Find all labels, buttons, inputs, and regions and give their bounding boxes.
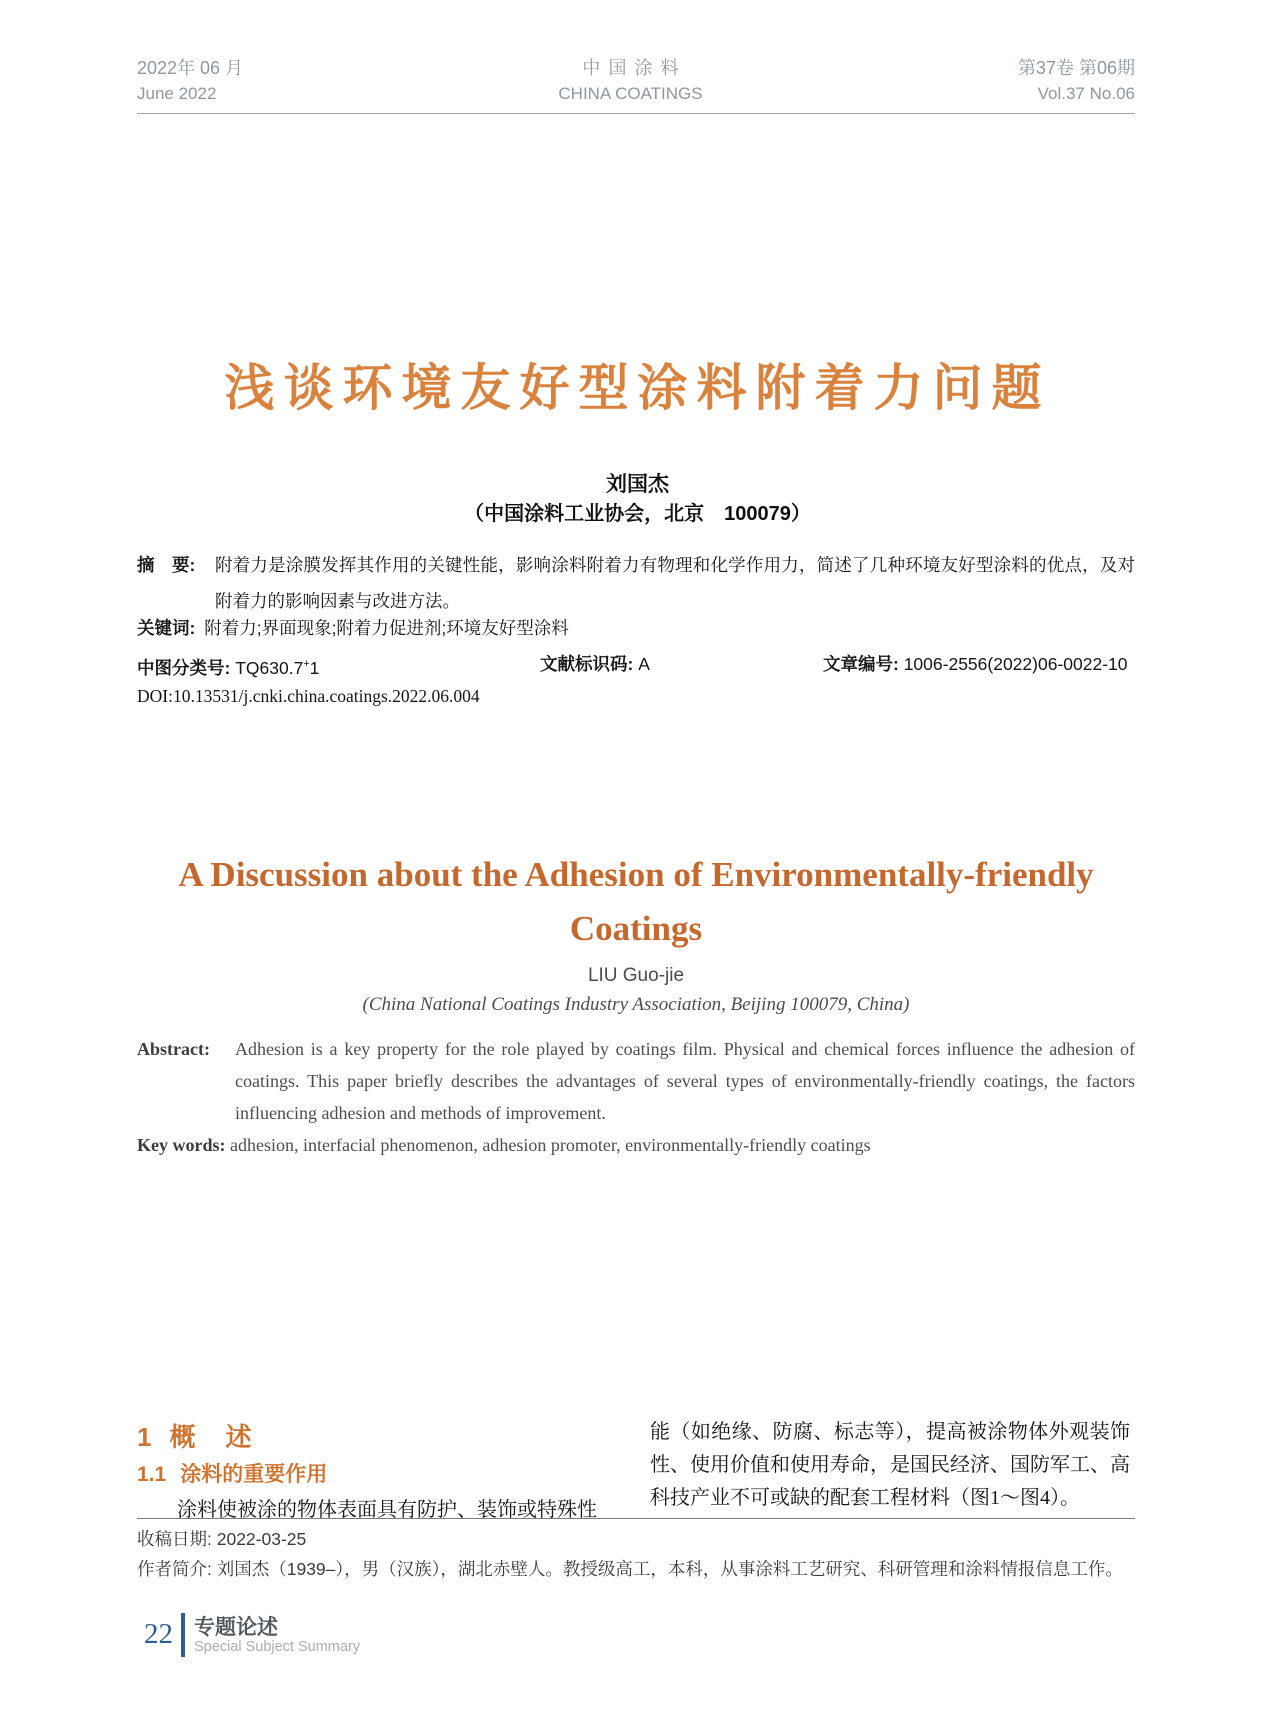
abstract-label-en: Abstract: [137, 1039, 210, 1059]
classification-row [137, 649, 1135, 679]
clc-tail: 1 [309, 657, 320, 678]
article-affiliation-cn: （中国涂料工业协会，北京 100079） [464, 503, 811, 525]
header-date-cn: 2022年 06 月 [137, 58, 244, 78]
clc-number [137, 649, 319, 683]
clc-label: 中图分类号: [137, 657, 236, 678]
article-meta-cn [137, 547, 1135, 709]
body-paragraph-right: 能（如绝缘、防腐、标志等），提高被涂物体外观装饰性、使用价值和使用寿命，是国民经济、国防军工、高科技产业不可或缺的配套工程材料（图1～图4）。 [650, 1421, 1130, 1509]
keywords-text-en: adhesion, interfacial phenomenon, adhesion promoter, environmentally-friendly coatings [230, 1135, 871, 1155]
body-right-column [650, 1416, 1130, 1515]
footer-divider-bar [181, 1613, 185, 1657]
article-title-cn: 浅谈环境友好型涂料附着力问题 [224, 360, 1051, 416]
received-date-label: 收稿日期: [137, 1529, 217, 1549]
journal-header [137, 56, 1135, 114]
article-id [823, 649, 1128, 679]
article-meta-en [137, 848, 1135, 1161]
section-1-title: 概 述 [169, 1422, 254, 1452]
document-code-label: 文献标识码: [540, 654, 639, 674]
section-1-1-title: 涂料的重要作用 [180, 1463, 328, 1486]
header-issue-cn: 第37卷 第06期 [1017, 58, 1135, 78]
abstract-en-block [137, 1033, 1135, 1161]
author-bio-value: 刘国杰（1939–），男（汉族），湖北赤壁人。教授级高工，本科，从事涂料工艺研究、科研管理和涂料情报信息工作。 [216, 1559, 1123, 1579]
article-author-cn: 刘国杰 [606, 473, 669, 496]
footer-column-title-en: Special Subject Summary [194, 1639, 361, 1655]
header-date-en: June 2022 [137, 84, 217, 103]
abstract-label-cn: 摘 要: [137, 555, 196, 575]
article-title-en-line2: Coatings [569, 909, 703, 948]
footnote [137, 1524, 1135, 1584]
article-title-en [137, 848, 1135, 956]
abstract-text-en: Adhesion is a key property for the role played by coatings film. Physical and chemical forces influence the adhesion of coatings. This paper briefly describes the advantages of several types of environmentally-friendly coatings, the factors influencing adhesion and methods of improvement. [235, 1039, 1135, 1123]
article-affiliation-en: (China National Coatings Industry Association, Beijing 100079, China) [362, 994, 910, 1015]
clc-value: TQ630.7 [235, 657, 304, 678]
abstract-cn [137, 547, 1135, 619]
article-id-value: 1006-2556(2022)06-0022-10 [903, 654, 1128, 674]
header-issue-en: Vol.37 No.06 [1037, 84, 1135, 103]
abstract-en [137, 1033, 1135, 1129]
clc-superscript: + [303, 658, 310, 670]
header-date [137, 56, 243, 106]
article-id-label: 文章编号: [823, 654, 904, 674]
abstract-text-cn: 附着力是涂膜发挥其作用的关键性能，影响涂料附着力有物理和化学作用力，简述了几种环境友好型涂料的优点，及对附着力的影响因素与改进方法。 [215, 555, 1135, 611]
keywords-en [137, 1129, 1135, 1161]
article-author-en: LIU Guo-jie [587, 965, 685, 986]
keywords-label-en: Key words: [137, 1135, 226, 1155]
keywords-text-cn: 附着力;界面现象;附着力促进剂;环境友好型涂料 [204, 618, 569, 638]
section-1-number: 1 [137, 1422, 152, 1452]
document-code-value: A [638, 654, 650, 674]
header-journal-cn: 中国涂料 [582, 58, 687, 78]
author-bio-line [137, 1554, 1135, 1584]
author-bio-label: 作者简介: [137, 1559, 217, 1579]
section-1-heading [137, 1420, 599, 1454]
document-code [540, 649, 650, 679]
received-date-line [137, 1524, 1135, 1554]
footer-column-title-cn: 专题论述 [194, 1616, 278, 1639]
header-issue [1018, 56, 1135, 106]
body-left-column [137, 1420, 599, 1527]
body-paragraph-left: 涂料使被涂的物体表面具有防护、装饰或特殊性 [177, 1499, 597, 1521]
header-journal-name [558, 56, 702, 106]
footnote-divider [137, 1518, 1135, 1519]
section-1-1-number: 1.1 [137, 1463, 167, 1486]
keywords-label-cn: 关键词: [137, 618, 196, 638]
header-journal-en: CHINA COATINGS [558, 84, 703, 103]
section-1-1-heading [137, 1460, 599, 1490]
article-title-en-line1: A Discussion about the Adhesion of Environmentally-friendly [178, 855, 1094, 894]
page-number: 22 [144, 1618, 173, 1650]
doi: DOI:10.13531/j.cnki.china.coatings.2022.06.004 [137, 686, 480, 706]
received-date-value: 2022-03-25 [216, 1529, 307, 1549]
